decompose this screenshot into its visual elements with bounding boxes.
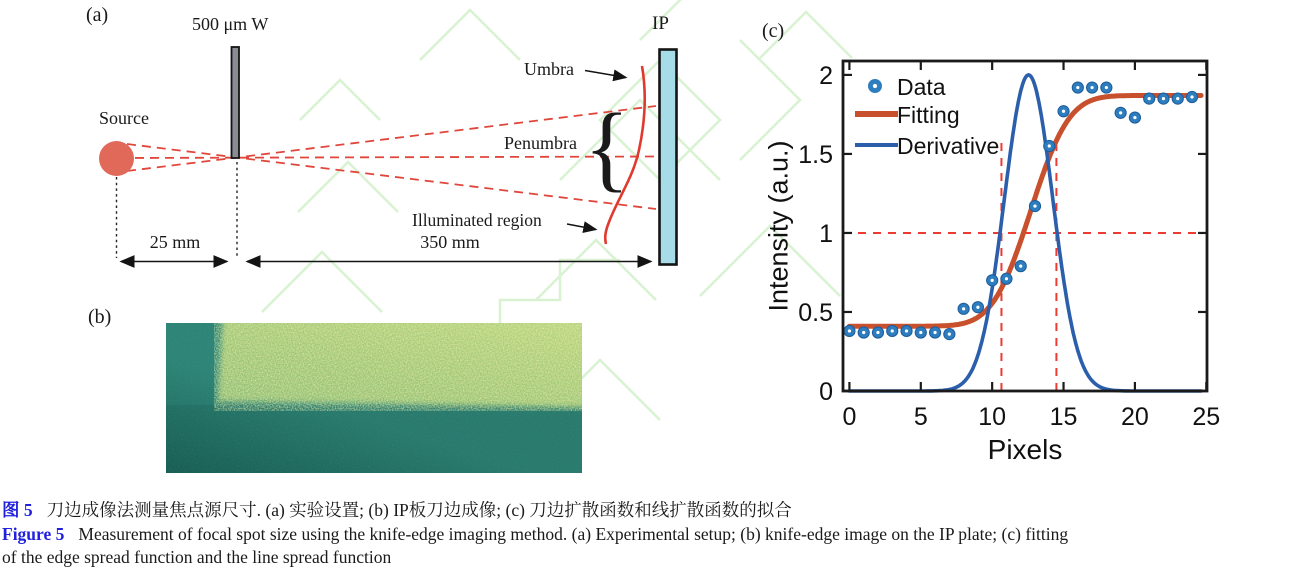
data-point-center <box>1176 97 1179 100</box>
y-tick-label: 1.5 <box>798 140 833 169</box>
figure-number-zh: 图 5 <box>2 500 33 520</box>
data-point-center <box>919 331 922 334</box>
panel-b-letter: (b) <box>88 306 112 328</box>
ip-label: IP <box>652 13 669 34</box>
curve-fitting <box>849 96 1201 327</box>
x-tick-label: 5 <box>913 403 928 431</box>
data-point-center <box>1090 86 1093 89</box>
data-point-center <box>962 307 965 310</box>
knife-label: 500 μm W <box>192 14 269 34</box>
caption-line-en <box>2 523 1068 546</box>
caption-text-en: Measurement of focal spot size using the knife-edge imaging method. (a) Experimental setup; (b) knife-edge image on the IP plate; (c) fitting <box>78 524 1069 544</box>
penumbra-label: Penumbra <box>504 133 577 153</box>
data-point-center <box>1190 95 1193 98</box>
legend-data-label: Data <box>897 74 946 100</box>
data-point-center <box>933 331 936 334</box>
umbra-label: Umbra <box>524 59 574 79</box>
data-point-center <box>905 329 908 332</box>
data-point-center <box>862 331 865 334</box>
y-axis-label: Intensity (a.u.) <box>763 140 794 312</box>
data-point-center <box>1148 97 1151 100</box>
legend-fitting-label: Fitting <box>897 102 960 128</box>
x-tick-label: 10 <box>978 403 1007 431</box>
distance-350mm-label: 350 mm <box>420 232 480 252</box>
data-point-center <box>1133 116 1136 119</box>
data-point-center <box>1119 111 1122 114</box>
data-point-center <box>848 329 851 332</box>
x-tick-label: 25 <box>1192 403 1221 431</box>
y-tick-label: 0 <box>819 378 833 406</box>
distance-25mm-label: 25 mm <box>149 232 201 252</box>
x-axis-label: Pixels <box>987 434 1063 465</box>
figure-number-en: Figure 5 <box>2 524 65 544</box>
legend-data-marker-icon <box>868 79 882 93</box>
data-point-center <box>1105 86 1108 89</box>
data-point-center <box>1033 204 1036 207</box>
data-point-center <box>876 331 879 334</box>
legend-derivative-line-icon <box>855 143 898 147</box>
panel-c-letter: (c) <box>762 20 785 42</box>
caption-line-en-2: of the edge spread function and the line spread function <box>2 547 392 567</box>
data-point-center <box>948 333 951 336</box>
data-point-center <box>1005 277 1008 280</box>
data-point-center <box>1062 110 1065 113</box>
data-point-center <box>1019 265 1022 268</box>
penumbra-brace: { <box>584 92 630 202</box>
x-tick-label: 20 <box>1121 403 1149 431</box>
caption-text-zh: 刀边成像法测量焦点源尺寸. (a) 实验设置; (b) IP板刀边成像; (c) 刀边扩散函数和线扩散函数的拟合 <box>46 500 792 520</box>
source-label: Source <box>99 108 149 128</box>
y-tick-label: 0.5 <box>798 298 833 327</box>
y-tick-label: 1 <box>819 219 833 248</box>
y-tick-label: 2 <box>819 61 833 90</box>
panel-a-letter: (a) <box>86 4 109 26</box>
data-point-center <box>1162 97 1165 100</box>
legend-fitting-line-icon <box>855 111 898 117</box>
data-point-center <box>891 329 894 332</box>
data-point-center <box>1076 86 1079 89</box>
data-point-center <box>976 306 979 309</box>
data-point-center <box>991 279 994 282</box>
x-tick-label: 15 <box>1049 403 1078 431</box>
x-tick-label: 0 <box>842 403 857 431</box>
caption-line-zh <box>2 499 792 522</box>
legend-derivative-label: Derivative <box>897 133 1000 159</box>
data-point-center <box>1048 144 1051 147</box>
illuminated-region-label: Illuminated region <box>412 210 542 230</box>
